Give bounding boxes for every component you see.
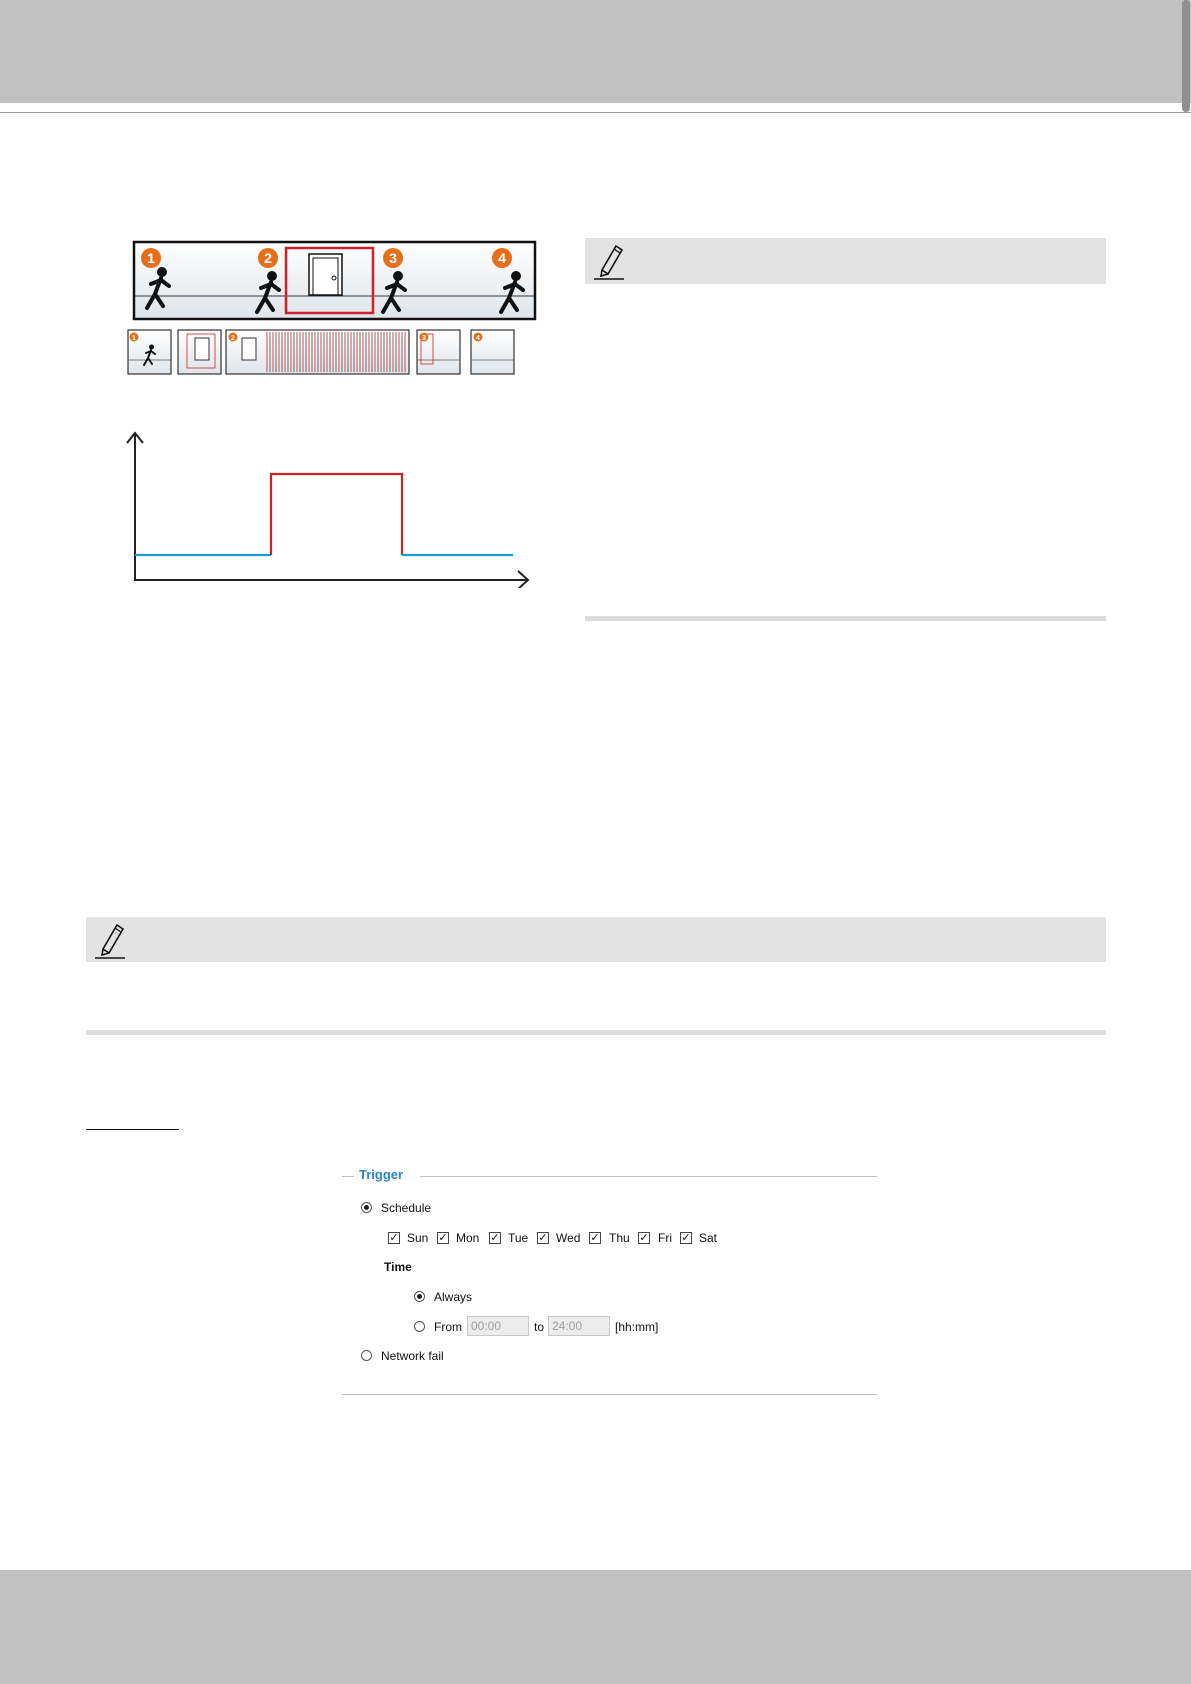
checkbox-mon[interactable]: ✓ (438, 1232, 448, 1244)
pencil-icon (592, 242, 626, 280)
fieldset-border-left (342, 1176, 354, 1177)
marker-4 (492, 248, 512, 268)
note-header-full (86, 917, 1106, 962)
network-fail-radio[interactable] (361, 1350, 372, 1361)
scrollbar-thumb[interactable] (1182, 0, 1190, 112)
marker-1 (141, 248, 161, 268)
thumbnail-2-sequence (226, 330, 409, 374)
svg-text:2: 2 (231, 335, 235, 342)
thumbnail-door (178, 330, 221, 374)
to-label: to (534, 1320, 545, 1334)
network-fail-label: Network fail (381, 1349, 444, 1363)
from-radio[interactable] (414, 1321, 425, 1332)
checkbox-wed[interactable]: ✓ (538, 1232, 548, 1244)
day-label-thu: Thu (609, 1231, 630, 1245)
fieldset-border-bottom (342, 1394, 877, 1395)
to-time-input[interactable] (548, 1316, 610, 1336)
thumbnail-3 (417, 330, 460, 374)
always-label: Always (434, 1290, 473, 1304)
day-label-sun: Sun (407, 1231, 429, 1245)
time-unit-label: [hh:mm] (615, 1320, 659, 1334)
checkbox-sun[interactable]: ✓ (389, 1232, 399, 1244)
svg-text:1: 1 (147, 250, 155, 266)
day-label-sat: Sat (699, 1231, 718, 1245)
thumbnail-4 (471, 330, 514, 374)
from-time-input[interactable] (467, 1316, 529, 1336)
checkbox-fri[interactable]: ✓ (639, 1232, 649, 1244)
svg-text:4: 4 (498, 250, 506, 266)
motion-scene-diagram (125, 236, 545, 378)
checkbox-sat[interactable]: ✓ (681, 1232, 691, 1244)
page-header-band (0, 0, 1191, 103)
schedule-radio[interactable] (361, 1202, 372, 1213)
triggered-pulse (271, 474, 402, 555)
from-label: From (434, 1320, 462, 1334)
note-end-rule-right (585, 616, 1106, 621)
day-label-tue: Tue (508, 1231, 529, 1245)
door-icon (309, 254, 342, 295)
day-label-wed: Wed (556, 1231, 581, 1245)
day-label-mon: Mon (456, 1231, 480, 1245)
page-footer-band (0, 1570, 1191, 1684)
time-heading: Time (384, 1260, 412, 1274)
svg-text:2: 2 (264, 250, 272, 266)
pencil-icon (93, 921, 127, 959)
svg-text:3: 3 (422, 335, 426, 342)
always-radio[interactable] (414, 1291, 425, 1302)
marker-3 (383, 248, 403, 268)
svg-text:3: 3 (389, 250, 397, 266)
thumbnail-1 (128, 330, 171, 374)
day-label-fri: Fri (658, 1231, 672, 1245)
header-rule (0, 112, 1191, 113)
checkbox-tue[interactable]: ✓ (490, 1232, 500, 1244)
svg-text:1: 1 (132, 335, 136, 342)
heading-underline (86, 1129, 179, 1130)
trigger-signal-graph (120, 428, 540, 588)
svg-text:4: 4 (476, 335, 480, 342)
marker-2 (258, 248, 278, 268)
note-header-right (585, 238, 1106, 284)
fieldset-border-right (420, 1176, 877, 1177)
schedule-label: Schedule (381, 1201, 432, 1215)
trigger-title: Trigger (359, 1167, 404, 1182)
note-end-rule-full (86, 1030, 1106, 1035)
checkbox-thu[interactable]: ✓ (590, 1232, 600, 1244)
